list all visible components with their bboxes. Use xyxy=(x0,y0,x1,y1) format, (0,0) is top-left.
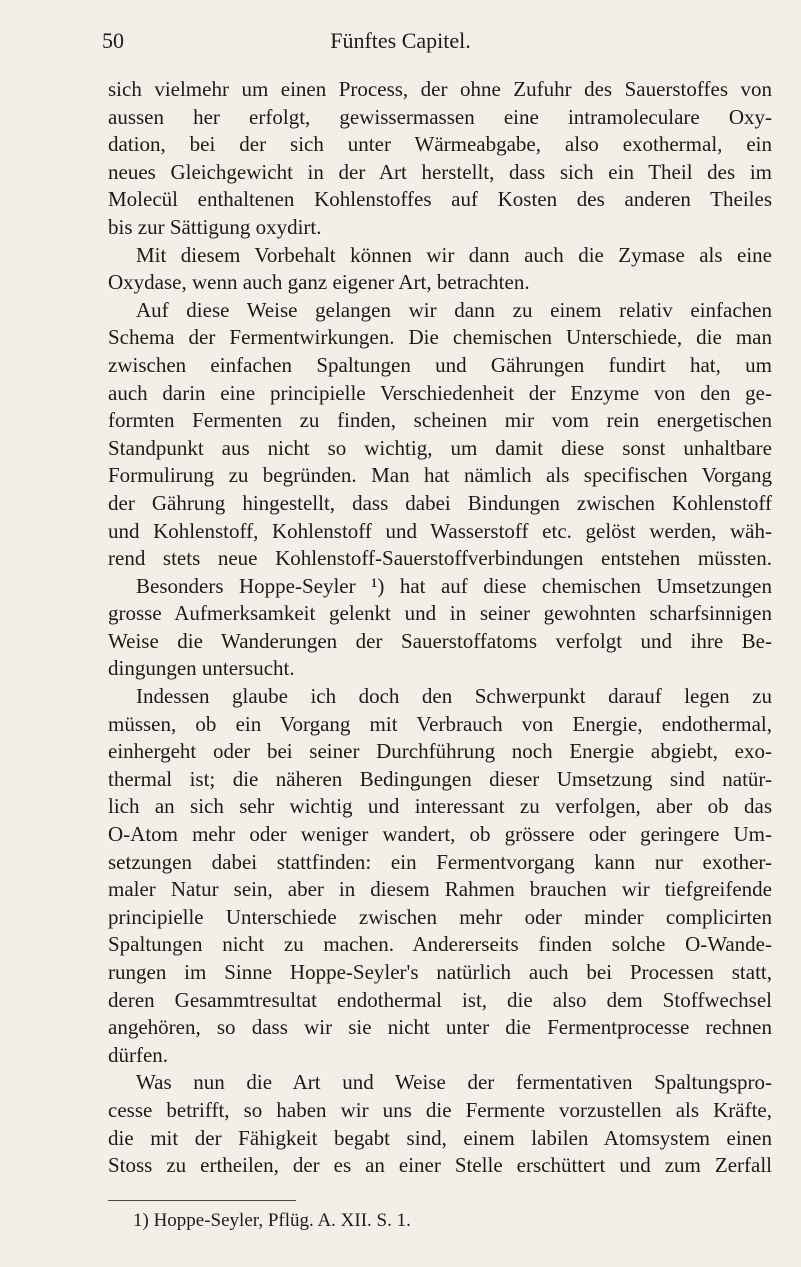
text-line: Mit diesem Vorbehalt können wir dann auch die Zymase als eine xyxy=(136,242,772,267)
text-line: lich an sich sehr wichtig und interessant zu verfolgen, aber ob das xyxy=(108,794,772,819)
text-line: einhergeht oder bei seiner Durchführung noch Energie abgiebt, exo- xyxy=(108,739,772,764)
text-line: O-Atom mehr oder weniger wandert, ob grössere oder geringere Um- xyxy=(108,822,772,847)
text-line: Standpunkt aus nicht so wichtig, um damit diese sonst unhaltbare xyxy=(108,435,772,460)
text-line: Molecül enthaltenen Kohlenstoffes auf Kosten des anderen Theiles xyxy=(108,187,772,212)
text-line: Stoss zu ertheilen, der es an einer Stelle erschüttert und zum Zerfall xyxy=(108,1153,772,1178)
text-line: grosse Aufmerksamkeit gelenkt und in seiner gewohnten scharfsinnigen xyxy=(108,601,772,626)
text-line: bis zur Sättigung oxydirt. xyxy=(108,214,322,239)
text-line: Weise die Wanderungen der Sauerstoffatoms verfolgt und ihre Be- xyxy=(108,628,772,653)
text-line: dürfen. xyxy=(108,1042,169,1067)
text-line: Besonders Hoppe-Seyler ¹) hat auf diese chemischen Umsetzungen xyxy=(136,573,772,598)
text-line: angehören, so dass wir sie nicht unter die Fermentprocesse rechnen xyxy=(108,1015,772,1040)
footnote-divider xyxy=(108,1200,296,1201)
page-header xyxy=(0,28,801,56)
text-line: rend stets neue Kohlenstoff-Sauerstoffverbindungen entstehen müssten. xyxy=(108,546,772,571)
body-text xyxy=(108,76,772,1180)
text-line: Indessen glaube ich doch den Schwerpunkt darauf legen zu xyxy=(136,684,772,709)
text-line: maler Natur sein, aber in diesem Rahmen brauchen wir tiefgreifende xyxy=(108,877,772,902)
text-line: sich vielmehr um einen Process, der ohne Zufuhr des Sauerstoffes von xyxy=(108,77,772,101)
text-line: auch darin eine principielle Verschiedenheit der Enzyme von den ge- xyxy=(108,380,772,405)
text-line: die mit der Fähigkeit begabt sind, einem labilen Atomsystem einen xyxy=(108,1125,772,1150)
text-line: der Gährung hingestellt, dass dabei Bindungen zwischen Kohlenstoff xyxy=(108,490,772,515)
text-line: neues Gleichgewicht in der Art herstellt, dass sich ein Theil des im xyxy=(108,159,772,184)
text-line: Formulirung zu begründen. Man hat nämlich als specifischen Vorgang xyxy=(108,463,772,488)
text-line: und Kohlenstoff, Kohlenstoff und Wasserstoff etc. gelöst werden, wäh- xyxy=(108,518,772,543)
text-line: müssen, ob ein Vorgang mit Verbrauch von Energie, endothermal, xyxy=(108,711,772,736)
text-line: principielle Unterschiede zwischen mehr oder minder complicirten xyxy=(108,904,772,929)
text-line: dingungen untersucht. xyxy=(108,656,295,681)
text-line: Oxydase, wenn auch ganz eigener Art, betrachten. xyxy=(108,270,530,295)
text-line: zwischen einfachen Spaltungen und Gährungen fundirt hat, um xyxy=(108,352,772,377)
page-number: 50 xyxy=(102,28,124,53)
text-line: Auf diese Weise gelangen wir dann zu einem relativ einfachen xyxy=(136,297,772,322)
text-line: dation, bei der sich unter Wärmeabgabe, also exothermal, ein xyxy=(108,132,772,157)
text-line: deren Gesammtresultat endothermal ist, die also dem Stoffwechsel xyxy=(108,987,772,1012)
text-line: Was nun die Art und Weise der fermentativen Spaltungspro- xyxy=(136,1070,772,1095)
text-line: Spaltungen nicht zu machen. Andererseits finden solche O-Wande- xyxy=(108,932,772,957)
text-line: cesse betrifft, so haben wir uns die Fermente vorzustellen als Kräfte, xyxy=(108,1097,772,1122)
running-title: Fünftes Capitel. xyxy=(330,28,471,53)
text-line: thermal ist; die näheren Bedingungen dieser Umsetzung sind natür- xyxy=(108,766,772,791)
footnote: 1) Hoppe-Seyler, Pflüg. A. XII. S. 1. xyxy=(133,1210,411,1231)
text-line: Schema der Fermentwirkungen. Die chemischen Unterschiede, die man xyxy=(108,325,772,350)
text-line: formten Fermenten zu finden, scheinen mir vom rein energetischen xyxy=(108,408,772,433)
text-line: aussen her erfolgt, gewissermassen eine intramoleculare Oxy- xyxy=(108,104,772,129)
text-line: setzungen dabei stattfinden: ein Fermentvorgang kann nur exother- xyxy=(108,849,772,874)
text-line: rungen im Sinne Hoppe-Seyler's natürlich auch bei Processen statt, xyxy=(108,960,772,984)
